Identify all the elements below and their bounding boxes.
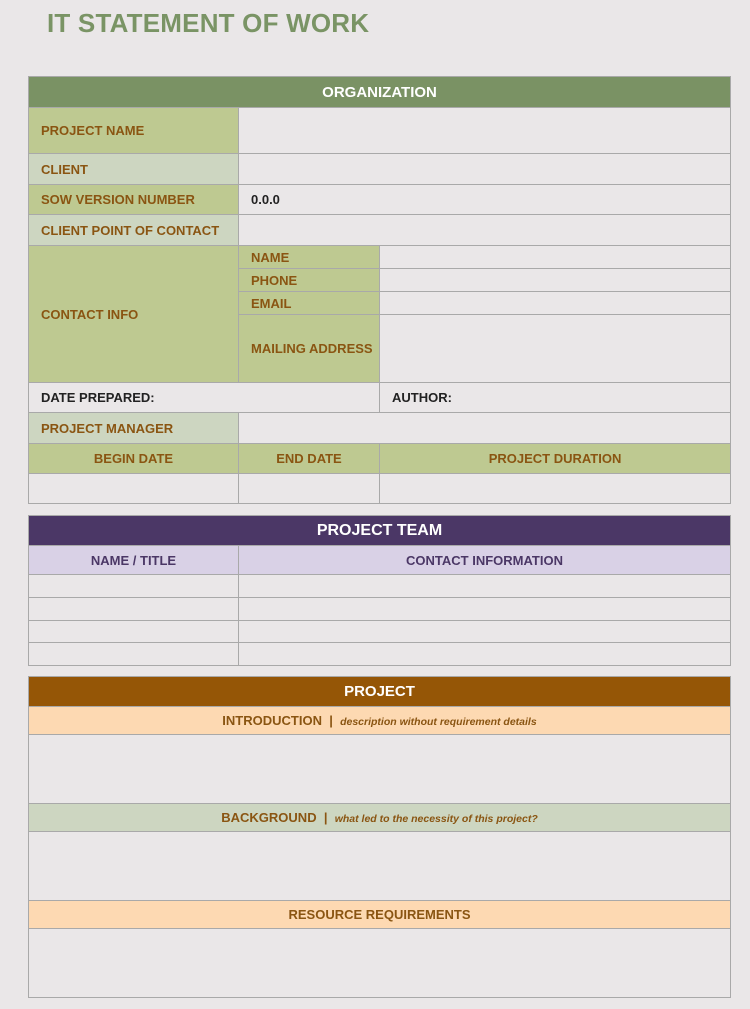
background-field[interactable] [29,832,731,901]
project-header: PROJECT [29,677,731,707]
background-row [29,804,731,832]
page-title: IT STATEMENT OF WORK [47,8,370,38]
client-field[interactable] [239,154,731,185]
contact-name-field[interactable] [380,246,731,269]
contact-email-label: EMAIL [239,292,380,315]
background-separator: | [323,810,328,825]
client-poc-field[interactable] [239,215,731,246]
introduction-separator: | [329,713,333,728]
end-date-label: END DATE [239,444,380,474]
resource-requirements-field[interactable] [29,929,731,998]
date-prepared-label[interactable]: DATE PREPARED: [29,383,380,413]
sow-version-label: SOW VERSION NUMBER [29,185,239,215]
project-name-label: PROJECT NAME [29,108,239,154]
organization-table [28,76,731,504]
begin-date-label: BEGIN DATE [29,444,239,474]
contact-phone-field[interactable] [380,269,731,292]
contact-email-field[interactable] [380,292,731,315]
client-poc-label: CLIENT POINT OF CONTACT [29,215,239,246]
contact-information-column-header: CONTACT INFORMATION [239,546,731,575]
organization-header: ORGANIZATION [29,77,731,108]
background-note: what led to the necessity of this project? [334,813,538,825]
contact-name-label: NAME [239,246,380,269]
team-contact-cell[interactable] [239,643,731,666]
contact-phone-label: PHONE [239,269,380,292]
project-duration-label: PROJECT DURATION [380,444,731,474]
introduction-field[interactable] [29,735,731,804]
author-label[interactable]: AUTHOR: [380,383,731,413]
begin-date-field[interactable] [29,474,239,504]
contact-mailing-field[interactable] [380,315,731,383]
project-manager-label: PROJECT MANAGER [29,413,239,444]
background-label: BACKGROUND [221,810,317,825]
contact-info-label: CONTACT INFO [29,246,239,383]
end-date-field[interactable] [239,474,380,504]
project-duration-field[interactable] [380,474,731,504]
team-name-cell[interactable] [29,621,239,643]
introduction-row [29,707,731,735]
name-title-column-header: NAME / TITLE [29,546,239,575]
contact-mailing-label: MAILING ADDRESS [239,315,380,383]
project-table [28,676,731,998]
team-contact-cell[interactable] [239,598,731,621]
project-team-header: PROJECT TEAM [29,516,731,546]
project-team-table [28,515,731,666]
team-contact-cell[interactable] [239,575,731,598]
team-name-cell[interactable] [29,643,239,666]
sow-version-field[interactable]: 0.0.0 [239,185,731,215]
project-manager-field[interactable] [239,413,731,444]
resource-requirements-label: RESOURCE REQUIREMENTS [29,901,731,929]
project-name-field[interactable] [239,108,731,154]
client-label: CLIENT [29,154,239,185]
introduction-label: INTRODUCTION [222,713,322,728]
team-name-cell[interactable] [29,575,239,598]
team-contact-cell[interactable] [239,621,731,643]
team-name-cell[interactable] [29,598,239,621]
introduction-note: description without requirement details [340,716,537,728]
